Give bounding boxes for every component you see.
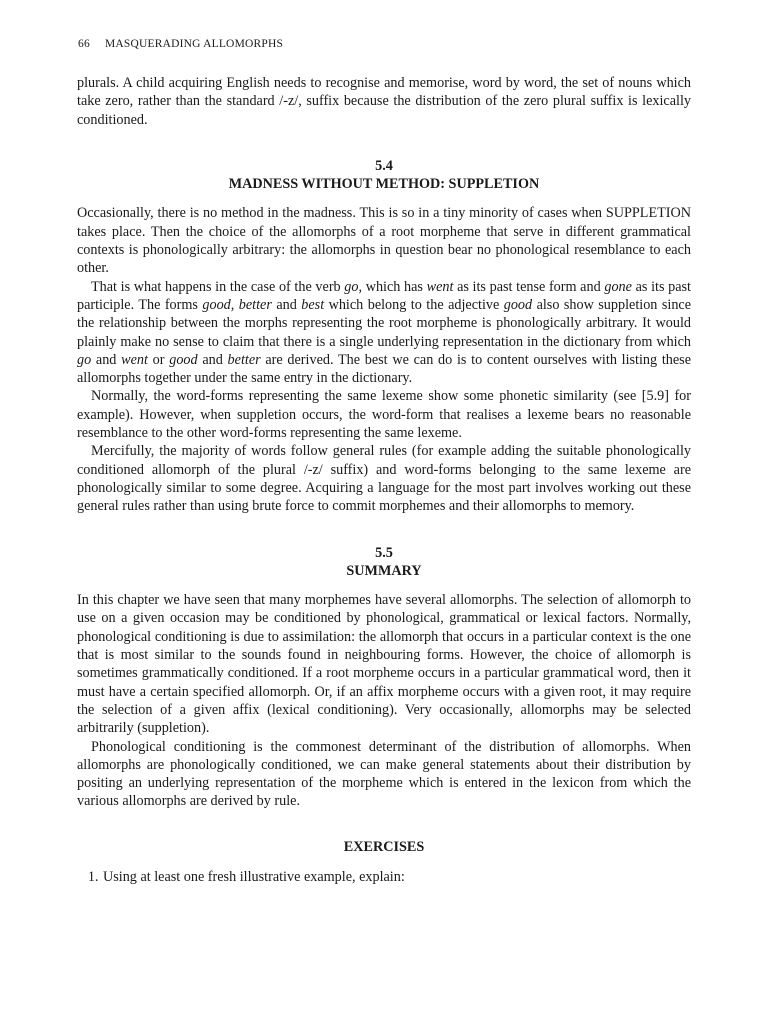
paragraph: Occasionally, there is no method in the madness. This is so in a tiny minority of cases when SUPPLETION takes place. Then the choice of the allomorphs of a root morpheme that serve in different grammatical contexts is phonologically arbitrary: the allomorphs in question bear no phonological resemblance to each other. [77, 205, 691, 277]
text-run: and [197, 351, 228, 368]
italic-term: go, [344, 278, 363, 295]
paragraph: Phonological conditioning is the commonest determinant of the distribution of allomorphs. When allomorphs are phonologically conditioned, we can make general statements about their distribution by positing an underlying representation of the morpheme which is entered in the lexicon from which the various allomorphs are derived by rule. [77, 738, 691, 810]
exercise-list [77, 868, 691, 886]
paragraph: In this chapter we have seen that many morphemes have several allomorphs. The selection of allomorph to use on a given occasion may be conditioned by phonological, grammatical or lexical factors. Normally, phonological conditioning is due to assimilation: the allomorph that occurs in a particular context is the one that is most similar to the sounds found in neighbouring forms. However, the choice of allomorph is sometimes grammatically conditioned. If a root morpheme occurs in a particular grammatical word, then it must have a certain specified allomorph. Or, if an affix morpheme occurs with a given root, it may require the selection of a given affix (lexical conditioning). Very occasionally, allomorphs may be selected arbitrarily (suppletion). [77, 592, 691, 737]
text-run: also show suppletion since the relationship between the morphs representing the root morpheme is phonologically arbitrary. It would plainly make no sense to claim that there is a single underlying representation in the dictionary from which [77, 296, 692, 350]
text-run: as its past participle. The forms [77, 278, 692, 313]
section-heading-5-4 [77, 157, 691, 194]
exercises-heading: EXERCISES [343, 838, 425, 855]
section-title: MADNESS WITHOUT METHOD: SUPPLETION [228, 176, 540, 193]
text-run: or [147, 351, 170, 368]
italic-term: good [169, 351, 198, 368]
italic-term: good, better [202, 296, 272, 313]
italic-term: go [77, 351, 92, 368]
section-number: 5.5 [375, 544, 393, 561]
exercise-item: 1. Using at least one fresh illustrative example, explain: [102, 868, 691, 886]
italic-term: went [426, 278, 454, 295]
paragraph: Normally, the word-forms representing the same lexeme show some phonetic similarity (see [5.9] for example). However, when suppletion occurs, the word-form that realises a lexeme bears no reasonable resemblance to the other word-forms representing the same lexeme. [77, 388, 691, 442]
paragraph-suppletion-examples [77, 278, 691, 388]
text-run: and [271, 296, 302, 313]
running-head [78, 38, 283, 50]
running-title: MASQUERADING ALLOMORPHS [104, 38, 284, 50]
text-run: as its past tense form and [453, 278, 605, 295]
intro-paragraph: plurals. A child acquiring English needs to recognise and memorise, word by word, the set of nouns which take zero, rather than the standard /-z/, suffix because the distribution of the zero plural suffix is lexically conditioned. [77, 75, 691, 128]
paragraph: Mercifully, the majority of words follow general rules (for example adding the suitable phonologically conditioned allomorph of the plural /-z/ suffix) and word-forms belonging to the same lexeme are phonologically similar to some degree. Acquiring a language for the most part involves working out these general rules rather than using brute force to commit morphemes and their allomorphs to memory. [77, 443, 691, 515]
italic-term: better [227, 351, 261, 368]
section-number: 5.4 [375, 157, 393, 174]
text-run: are derived. The best we can do is to content ourselves with listing these allomorphs together under the same entry in the dictionary. [77, 351, 691, 387]
italic-term: gone [604, 278, 632, 295]
italic-term: best [301, 296, 325, 313]
text-run: and [91, 351, 122, 368]
text-run: which has [362, 278, 427, 295]
text-run: which belong to the adjective [324, 296, 504, 313]
page-body [77, 74, 691, 886]
section-title: SUMMARY [346, 562, 422, 579]
text-run: That is what happens in the case of the verb [91, 278, 345, 295]
page-number: 66 [78, 38, 90, 50]
italic-term: good [503, 296, 533, 313]
italic-term: went [121, 351, 148, 368]
section-heading-5-5 [77, 544, 691, 581]
